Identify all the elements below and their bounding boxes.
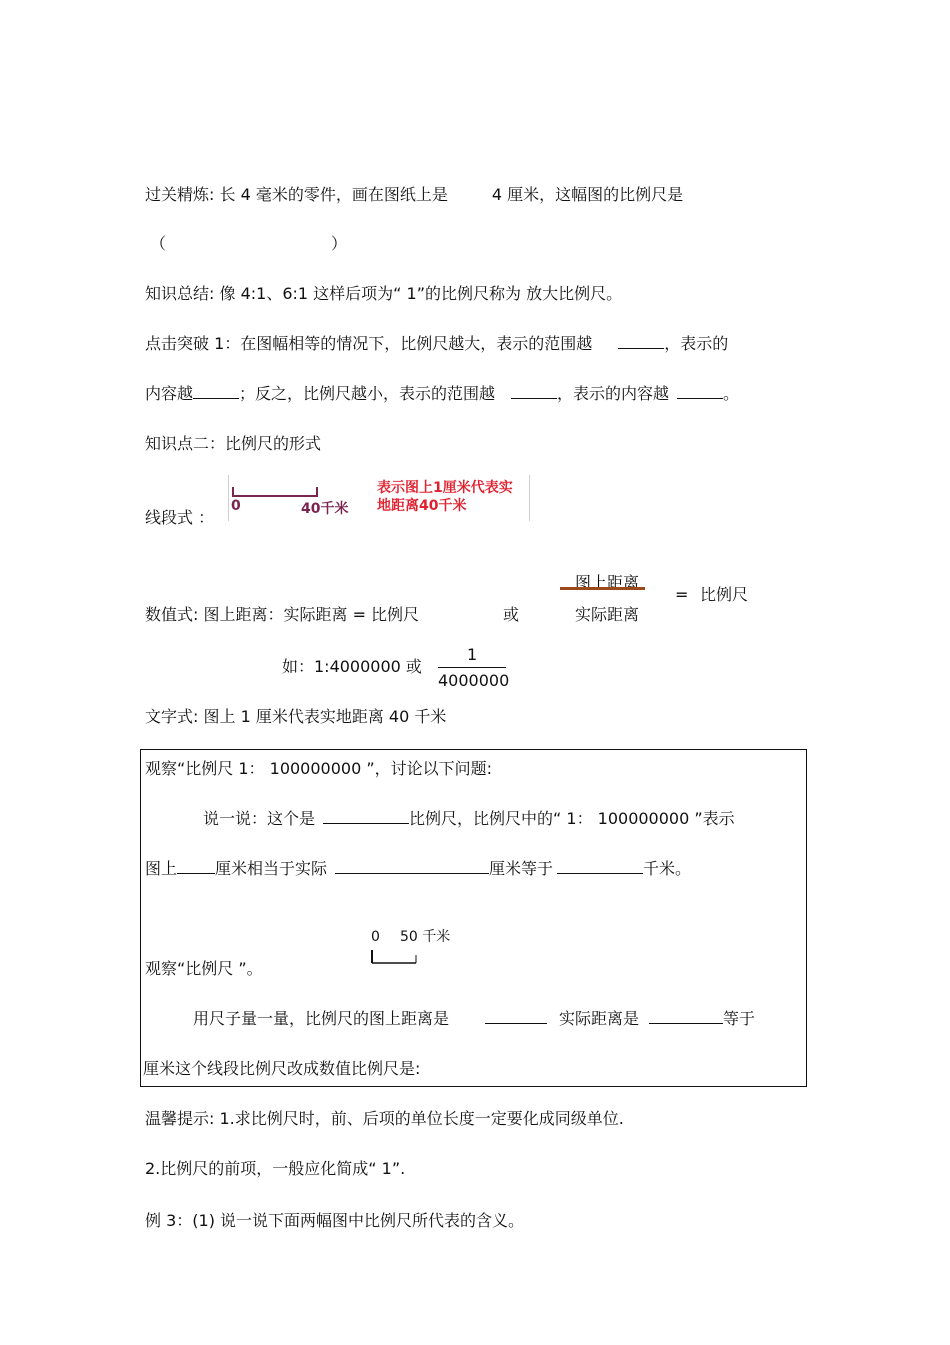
blank-scale-type[interactable] <box>323 809 409 824</box>
segment-zero: 0 <box>231 498 241 514</box>
summary-line: 知识总结: 像 4:1、6:1 这样后项为“ 1”的比例尺称为 放大比例尺。 <box>145 284 623 303</box>
segment-desc-line2: 地距离40千米 <box>377 498 467 514</box>
meaning-text-c: 厘米等于 <box>489 859 554 878</box>
text-form: 文字式: 图上 1 厘米代表实地距离 40 千米 <box>145 707 447 726</box>
example-label: 如：1:4000000 或 <box>282 657 422 676</box>
blank-actual-cm[interactable] <box>335 859 489 874</box>
measure-line <box>193 1008 755 1030</box>
fraction-result: 比例尺 <box>700 585 749 604</box>
breakthrough-text-2b: ；反之，比例尺越小，表示的范围越 <box>239 384 496 403</box>
point2-title: 知识点二：比例尺的形式 <box>145 434 322 453</box>
fraction-numerator: 图上距离 <box>575 573 640 592</box>
measure-text-c: 等于 <box>723 1009 756 1028</box>
breakthrough-text-2d: 。 <box>723 384 740 403</box>
blank-actual-distance[interactable] <box>649 1009 723 1024</box>
meaning-text-b: 厘米相当于实际 <box>215 859 328 878</box>
numeric-or: 或 <box>503 605 520 624</box>
example-denominator: 4000000 <box>438 671 510 690</box>
breakthrough-text-2c: ，表示的内容越 <box>557 384 670 403</box>
blank-map-distance[interactable] <box>485 1009 547 1024</box>
practice-line <box>145 184 683 206</box>
blank-content-large[interactable] <box>193 384 239 399</box>
practice-text-b: 4 厘米，这幅图的比例尺是 <box>491 185 684 204</box>
breakthrough-text-1b: ，表示的 <box>664 334 729 353</box>
scale-label: 50 千米 <box>400 929 451 945</box>
segment-end: 40千米 <box>301 501 349 517</box>
meaning-line <box>145 858 691 880</box>
practice-answer-paren <box>150 233 347 255</box>
blank-content-small[interactable] <box>677 384 723 399</box>
scale-bar-icon <box>370 949 420 965</box>
fraction-denominator: 实际距离 <box>575 605 640 624</box>
numeric-label: 数值式: 图上距离：实际距离 = 比例尺 <box>145 605 420 624</box>
meaning-text-a: 图上 <box>145 859 178 878</box>
tip-line1: 温馨提示: 1.求比例尺时，前、后项的单位长度一定要化成同级单位. <box>145 1109 624 1128</box>
observe-line1: 观察“比例尺 1： 100000000 ”，讨论以下问题: <box>145 759 493 778</box>
meaning-text-d: 千米。 <box>643 859 692 878</box>
example-fraction-bar <box>438 667 506 668</box>
say-text-b: 比例尺，比例尺中的“ 1： 100000000 ”表示 <box>409 809 735 828</box>
practice-text-a: 过关精炼: 长 4 毫米的零件，画在图纸上是 <box>145 185 448 204</box>
breakthrough-text-1a: 点击突破 1：在图幅相等的情况下，比例尺越大，表示的范围越 <box>145 334 593 353</box>
blank-range-large[interactable] <box>618 334 664 349</box>
say-text-a: 说一说：这个是 <box>203 809 316 828</box>
segment-description <box>377 479 513 515</box>
fraction-bar <box>560 587 645 590</box>
observe-box <box>140 749 807 1087</box>
fraction-equals: = <box>675 585 689 604</box>
blank-km[interactable] <box>557 859 643 874</box>
blank-range-small[interactable] <box>511 384 557 399</box>
breakthrough-line-1 <box>145 333 728 355</box>
paren-open: （ <box>150 234 167 253</box>
segment-scale-image <box>228 475 530 521</box>
breakthrough-text-2a: 内容越 <box>145 384 194 403</box>
say-line <box>203 808 735 830</box>
example3-line: 例 3：(1) 说一说下面两幅图中比例尺所代表的含义。 <box>145 1211 525 1230</box>
measure-text-b: 实际距离是 <box>559 1009 640 1028</box>
measure-text-a: 用尺子量一量，比例尺的图上距离是 <box>193 1009 450 1028</box>
paren-close: ） <box>331 234 348 253</box>
scale-zero: 0 <box>371 929 380 945</box>
segment-label: 线段式 ： <box>145 508 215 527</box>
tip-line2: 2.比例尺的前项，一般应化简成“ 1”. <box>145 1159 406 1178</box>
example-numerator: 1 <box>467 645 478 664</box>
observe-line2: 观察“比例尺 ”。 <box>145 959 263 978</box>
segment-desc-line1: 表示图上1厘米代表实 <box>377 480 513 496</box>
breakthrough-line-2 <box>145 383 739 405</box>
convert-line: 厘米这个线段比例尺改成数值比例尺是: <box>143 1059 421 1078</box>
blank-map-cm[interactable] <box>177 859 215 874</box>
